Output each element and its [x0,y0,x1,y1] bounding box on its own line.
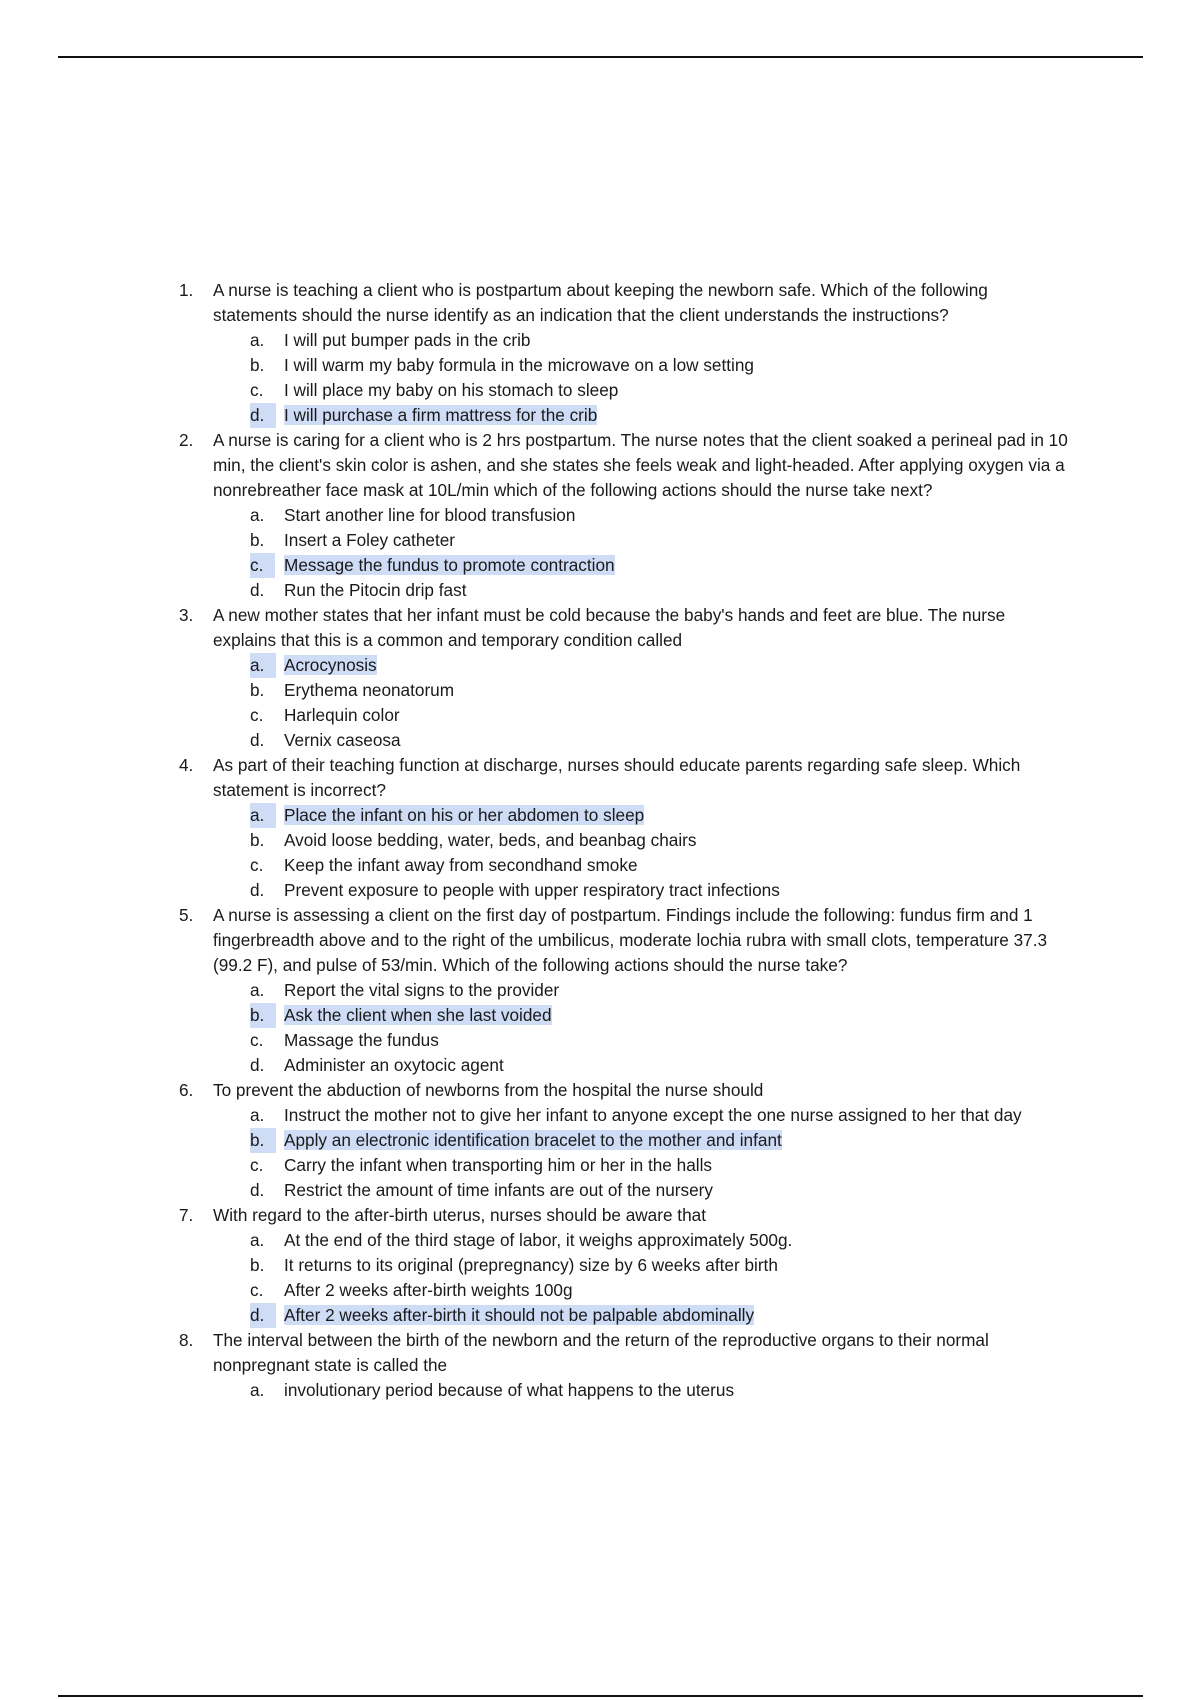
option-letter: c. [250,553,275,578]
option-letter: d. [250,580,265,600]
option-text: Apply an electronic identification bracelet to the mother and infant [284,1130,782,1150]
question-number: 8. [179,1330,194,1350]
option-letter: a. [250,1230,265,1250]
answer-option [213,503,1068,528]
question-number: 7. [179,1205,194,1225]
option-text: Report the vital signs to the provider [284,980,560,1000]
answer-option [213,1178,1068,1203]
answer-option-highlighted [213,553,1068,578]
option-text: At the end of the third stage of labor, it weighs approximately 500g. [284,1230,793,1250]
option-letter: b. [250,830,265,850]
option-text: Massage the fundus [284,1030,439,1050]
option-text: After 2 weeks after-birth weights 100g [284,1280,573,1300]
question-item [168,603,1068,753]
answer-option [213,703,1068,728]
question-item [168,1203,1068,1328]
question-number: 6. [179,1080,194,1100]
option-letter: a. [250,330,265,350]
option-text: Insert a Foley catheter [284,530,456,550]
option-letter: b. [250,1003,276,1028]
option-text: Avoid loose bedding, water, beds, and beanbag chairs [284,830,697,850]
answer-option [213,978,1068,1003]
answer-option [213,378,1068,403]
question-item [168,753,1068,903]
answer-option [213,853,1068,878]
answer-option [213,1053,1068,1078]
option-letter: c. [250,1280,264,1300]
answer-option [213,1253,1068,1278]
option-text: I will put bumper pads in the crib [284,330,531,350]
answer-options [213,803,1068,903]
option-letter: d. [250,1303,276,1328]
option-text: Message the fundus to promote contraction [284,555,615,575]
option-letter: a. [250,803,276,828]
option-letter: c. [250,1155,264,1175]
question-item [168,903,1068,1078]
option-text: After 2 weeks after-birth it should not be palpable abdominally [284,1305,755,1325]
answer-options [213,978,1068,1078]
question-text: A nurse is caring for a client who is 2 hrs postpartum. The nurse notes that the client soaked a perineal pad in 10 min, the client's skin color is ashen, and she states she feels weak and light-headed. After applying oxygen via a nonrebreather face mask at 10L/min which of the following actions should the nurse take next? [213,430,1068,500]
option-text: involutionary period because of what happens to the uterus [284,1380,735,1400]
answer-option [213,328,1068,353]
option-letter: a. [250,980,265,1000]
question-number: 4. [179,755,194,775]
option-text: Keep the infant away from secondhand smoke [284,855,638,875]
answer-options [213,503,1068,603]
answer-option [213,1153,1068,1178]
option-text: I will warm my baby formula in the microwave on a low setting [284,355,754,375]
question-number: 5. [179,905,194,925]
option-text: I will purchase a firm mattress for the crib [284,405,598,425]
question-text: A nurse is teaching a client who is postpartum about keeping the newborn safe. Which of the following statements should the nurse identify as an indication that the client understands the instructions? [213,280,988,325]
answer-option [213,1028,1068,1053]
answer-option-highlighted [213,1303,1068,1328]
question-text: A nurse is assessing a client on the first day of postpartum. Findings include the following: fundus firm and 1 fingerbreadth above and to the right of the umbilicus, moderate lochia rubra with small clots, temperature 37.3 (99.2 F), and pulse of 53/min. Which of the following actions should the nurse take? [213,905,1048,975]
question-number: 1. [179,280,194,300]
question-text: To prevent the abduction of newborns from the hospital the nurse should [213,1080,764,1100]
option-letter: c. [250,705,264,725]
option-letter: d. [250,1180,265,1200]
answer-option [213,1103,1068,1128]
answer-options [213,1378,1068,1403]
answer-option-highlighted [213,1003,1068,1028]
option-letter: a. [250,1105,265,1125]
option-letter: b. [250,1128,276,1153]
option-letter: b. [250,530,265,550]
question-number: 2. [179,430,194,450]
question-number: 3. [179,605,194,625]
answer-option-highlighted [213,803,1068,828]
option-text: Start another line for blood transfusion [284,505,576,525]
answer-options [213,1103,1068,1203]
option-letter: b. [250,680,265,700]
answer-option-highlighted [213,403,1068,428]
option-text: Administer an oxytocic agent [284,1055,504,1075]
answer-option [213,353,1068,378]
option-letter: c. [250,380,264,400]
answer-option [213,878,1068,903]
question-item [168,1078,1068,1203]
answer-option-highlighted [213,653,1068,678]
option-text: It returns to its original (prepregnancy) size by 6 weeks after birth [284,1255,778,1275]
answer-options [213,653,1068,753]
option-text: Run the Pitocin drip fast [284,580,467,600]
question-list [168,278,1068,1403]
option-letter: a. [250,653,276,678]
answer-option [213,1378,1068,1403]
bottom-rule [58,1695,1143,1697]
answer-option [213,578,1068,603]
answer-option-highlighted [213,1128,1068,1153]
option-text: Vernix caseosa [284,730,401,750]
option-text: Restrict the amount of time infants are out of the nursery [284,1180,713,1200]
top-rule [58,56,1143,58]
answer-option [213,728,1068,753]
question-item [168,1328,1068,1403]
question-item [168,278,1068,428]
option-text: Instruct the mother not to give her infant to anyone except the one nurse assigned to her that day [284,1105,1022,1125]
option-letter: b. [250,1255,265,1275]
answer-option [213,528,1068,553]
question-text: As part of their teaching function at discharge, nurses should educate parents regarding safe sleep. Which statement is incorrect? [213,755,1021,800]
answer-option [213,1278,1068,1303]
answer-options [213,1228,1068,1328]
option-letter: d. [250,880,265,900]
option-letter: c. [250,1030,264,1050]
question-text: A new mother states that her infant must be cold because the baby's hands and feet are blue. The nurse explains that this is a common and temporary condition called [213,605,1006,650]
question-text: With regard to the after-birth uterus, nurses should be aware that [213,1205,706,1225]
option-letter: d. [250,730,265,750]
question-text: The interval between the birth of the newborn and the return of the reproductive organs to their normal nonpregnant state is called the [213,1330,989,1375]
option-text: Place the infant on his or her abdomen to sleep [284,805,645,825]
answer-option [213,1228,1068,1253]
answer-option [213,678,1068,703]
option-text: Harlequin color [284,705,400,725]
option-text: Erythema neonatorum [284,680,455,700]
option-letter: a. [250,1380,265,1400]
option-letter: d. [250,1055,265,1075]
option-text: Carry the infant when transporting him or her in the halls [284,1155,712,1175]
option-letter: a. [250,505,265,525]
answer-option [213,828,1068,853]
option-text: Ask the client when she last voided [284,1005,552,1025]
option-letter: d. [250,403,276,428]
question-item [168,428,1068,603]
option-letter: b. [250,355,265,375]
option-text: Prevent exposure to people with upper respiratory tract infections [284,880,780,900]
option-letter: c. [250,855,264,875]
option-text: I will place my baby on his stomach to sleep [284,380,619,400]
answer-options [213,328,1068,428]
option-text: Acrocynosis [284,655,377,675]
